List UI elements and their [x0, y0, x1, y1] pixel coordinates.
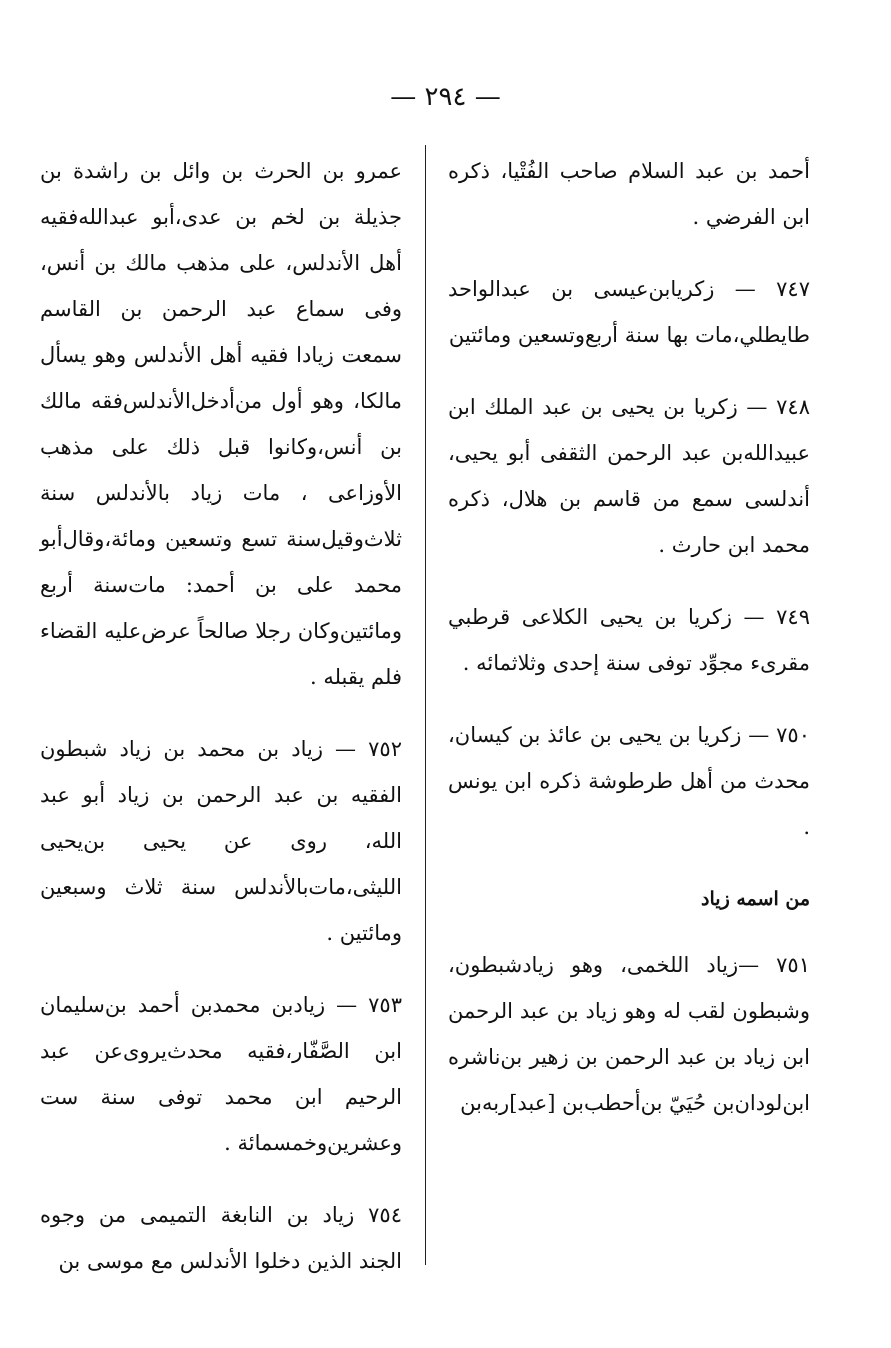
- column-divider: [425, 145, 426, 1265]
- section-heading: من اسمه زياد: [701, 888, 810, 910]
- entry-paragraph: ٧٥١ —زياد اللخمى، وهو زيادشبطون، وشبطون لقب له وهو زياد بن عبد الرحمن ابن زياد بن عبد الرحمن بن زهير بن‌ناشره ابن‌لودان‌بن حُيَيّ بن‌أحطب‌بن [عبد]ربه‌بن: [448, 953, 810, 1115]
- left-column: [40, 148, 402, 1310]
- entry-paragraph: ٧٥٢ — زياد بن محمد بن زياد شبطون الفقيه بن عبد الرحمن بن زياد أبو عبد الله، روى عن يحيى بن‌يحيى الليثى،مات‌بالأندلس سنة ثلاث وسبعين ومائتين .: [40, 737, 402, 945]
- entry-paragraph: أحمد بن عبد السلام صاحب الفُتْيا، ذكره ابن الفرضي .: [448, 159, 810, 229]
- page-number: — ٢٩٤ —: [390, 82, 501, 112]
- entry-paragraph: ٧٤٩ — زكريا بن يحيى الكلاعى قرطبي مقرىء مجوِّد توفى سنة إحدى وثلاثمائه .: [448, 605, 810, 675]
- entry-paragraph: ٧٥٠ — زكريا بن يحيى بن عائذ بن كيسان، محدث من أهل طرطوشة ذكره ابن يونس .: [448, 723, 810, 839]
- right-column: [448, 148, 810, 1152]
- entry-paragraph: ٧٤٧ — زكريابن‌عيسى بن عبدالواحد طايطلي،مات بها سنة أربع‌وتسعين ومائتين: [448, 277, 810, 347]
- entry-paragraph: ٧٥٤ زياد بن النابغة التميمى من وجوه الجند الذين دخلوا الأندلس مع موسى بن: [40, 1203, 402, 1273]
- entry-paragraph: ٧٤٨ — زكريا بن يحيى بن عبد الملك ابن عبيدالله‌بن عبد الرحمن الثقفى أبو يحيى، أندلسى سمع من قاسم بن هلال، ذكره محمد ابن حارث .: [448, 395, 810, 557]
- entry-paragraph: عمرو بن الحرث بن وائل بن راشدة بن جذيلة بن لخم بن عدى،أبو عبدالله‌فقيه أهل الأندلس، على مذهب مالك بن أنس، وفى سماع عبد الرحمن بن القاسم سمعت زيادا فقيه أهل الأندلس وهو يسأل مالكا، وهو أول من‌أدخل‌الأندلس‌فقه مالك بن أنس،وكانوا قبل ذلك على مذهب الأوزاعى ، مات زياد بالأندلس سنة ثلاث‌وقيل‌سنة تسع وتسعين ومائة،وقال‌أبو محمد على بن أحمد: مات‌سنة أربع ومائتين‌وكان رجلا صالحاً عرض‌عليه القضاء فلم يقبله .: [40, 159, 402, 689]
- entry-paragraph: ٧٥٣ — زيادبن محمدبن أحمد بن‌سليمان ابن الصَّفّار،فقيه محدث‌يروى‌عن عبد الرحيم ابن محمد توفى سنة ست وعشرين‌وخمسمائة .: [40, 993, 402, 1155]
